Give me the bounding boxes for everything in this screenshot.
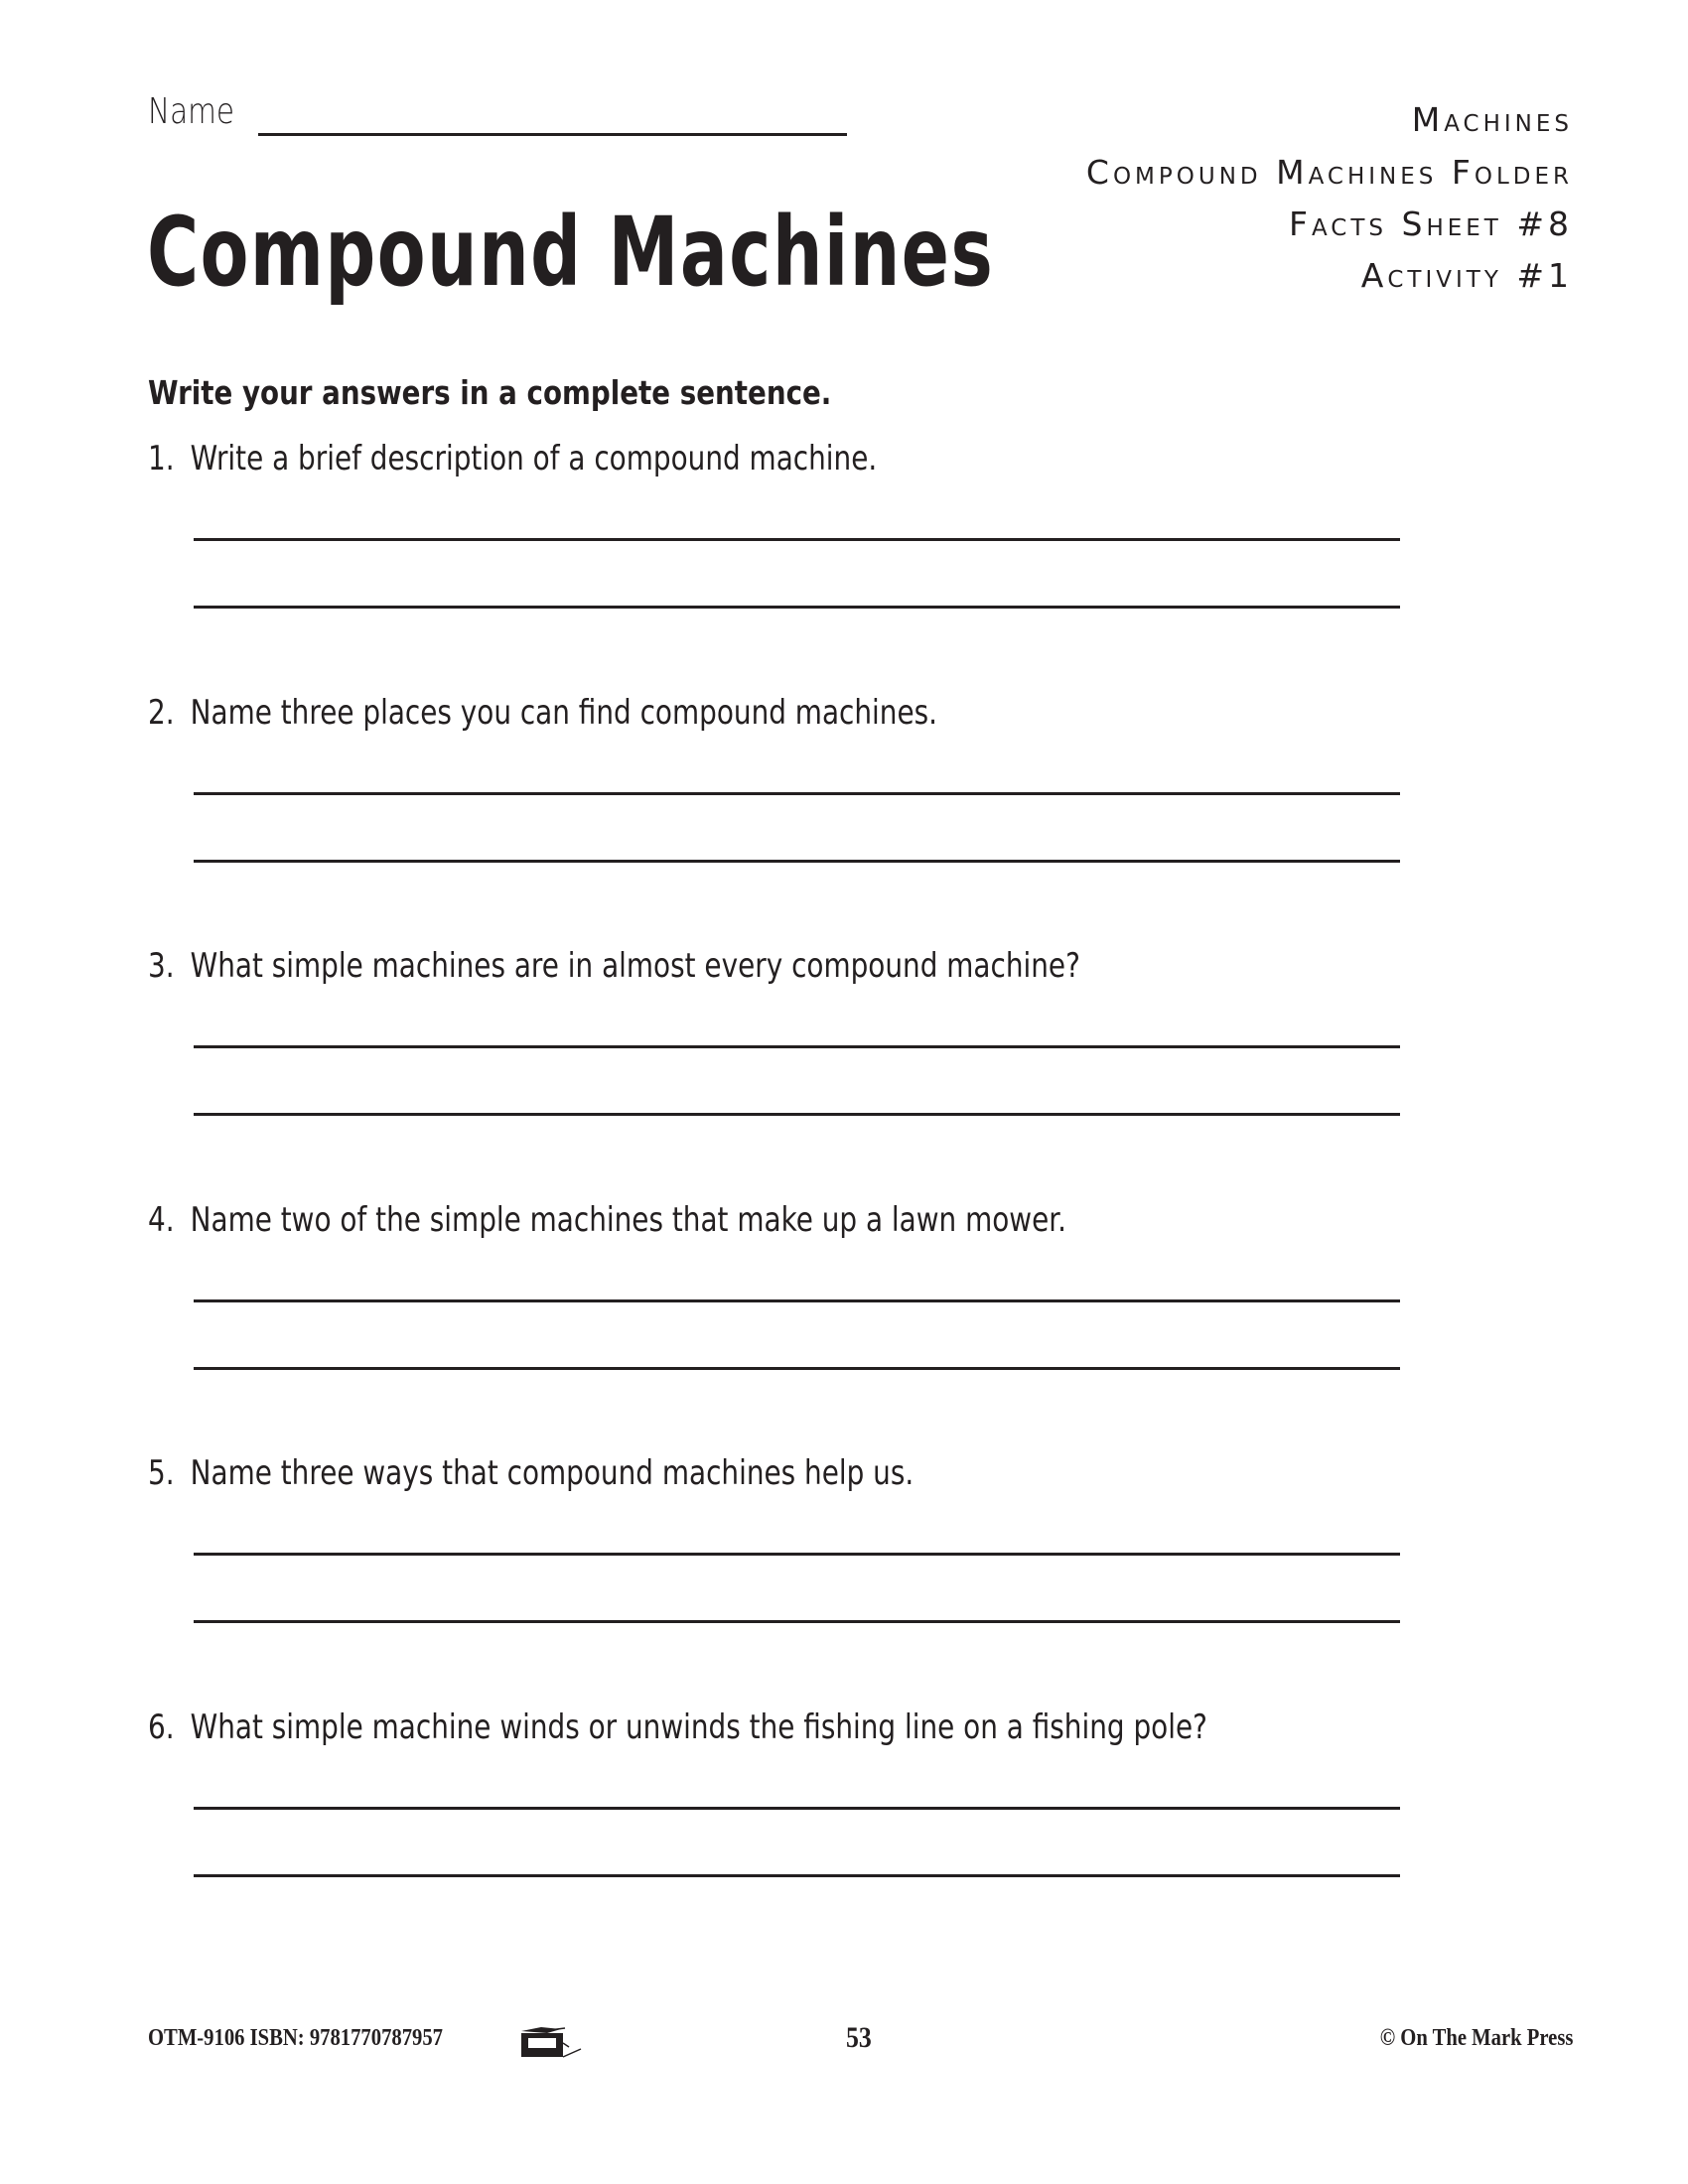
question-number: 4. [148,1200,175,1240]
activity-label: Activity #1 [1360,256,1573,295]
answer-line-6b[interactable] [194,1874,1400,1877]
question-number: 1. [148,439,175,478]
answer-line-1a[interactable] [194,538,1400,541]
question-6 [148,1707,1207,1747]
page-title: Compound Machines [147,197,995,308]
question-text: Name three ways that compound machines help us. [190,1453,914,1493]
facts-sheet-label: Facts Sheet #8 [1288,205,1573,243]
question-number: 5. [148,1453,175,1493]
name-label: Name [148,91,235,132]
question-5 [148,1453,914,1493]
copyright: © On The Mark Press [1379,2025,1573,2051]
question-text: What simple machines are in almost every compound machine? [190,946,1080,986]
answer-line-4b[interactable] [194,1367,1400,1370]
answer-line-1b[interactable] [194,606,1400,609]
question-3 [148,946,1080,986]
answer-line-3a[interactable] [194,1045,1400,1048]
folder-label: Compound Machines Folder [1085,153,1573,192]
product-code-isbn: OTM-9106 ISBN: 9781770787957 [148,2025,443,2051]
question-2 [148,693,938,733]
answer-line-4a[interactable] [194,1299,1400,1302]
answer-line-5a[interactable] [194,1553,1400,1556]
question-number: 2. [148,693,175,733]
question-text: What simple machine winds or unwinds the fishing line on a fishing pole? [190,1707,1207,1747]
question-number: 6. [148,1707,175,1747]
question-1 [148,439,878,478]
page-number: 53 [846,2021,872,2054]
instructions: Write your answers in a complete sentence. [148,373,832,412]
question-4 [148,1200,1067,1240]
question-number: 3. [148,946,175,986]
photocopier-icon [517,2025,587,2059]
answer-line-5b[interactable] [194,1620,1400,1623]
question-text: Name three places you can find compound machines. [190,693,938,733]
question-text: Name two of the simple machines that make up a lawn mower. [190,1200,1067,1240]
subject-label: Machines [1411,100,1573,139]
question-text: Write a brief description of a compound machine. [190,439,878,478]
name-field-line[interactable] [258,133,847,136]
answer-line-2b[interactable] [194,860,1400,863]
answer-line-2a[interactable] [194,792,1400,795]
answer-line-3b[interactable] [194,1113,1400,1116]
answer-line-6a[interactable] [194,1807,1400,1810]
